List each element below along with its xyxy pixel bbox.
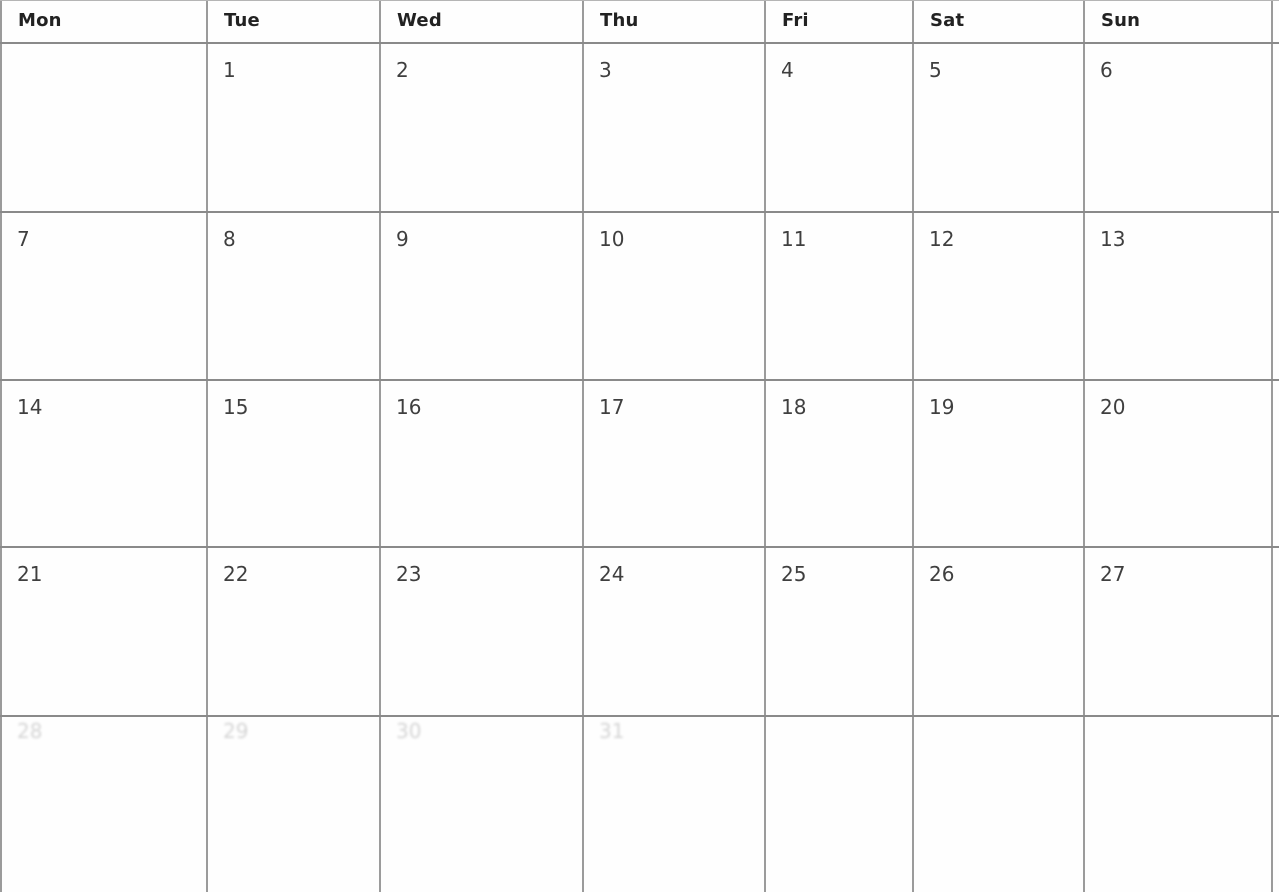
day-number: 1 (223, 58, 236, 82)
day-number: 2 (396, 58, 409, 82)
day-number: 8 (223, 227, 236, 251)
day-cell (914, 548, 1085, 715)
day-cell (766, 548, 914, 715)
day-cell (0, 548, 208, 715)
day-number (1085, 717, 1271, 719)
day-cell (208, 44, 381, 211)
day-number: 22 (223, 562, 249, 586)
day-cell (381, 717, 584, 892)
day-number (766, 717, 912, 719)
day-cell (381, 44, 584, 211)
day-cell (1085, 213, 1273, 379)
day-number: 11 (781, 227, 807, 251)
row-filler (1273, 548, 1279, 715)
day-cell (1085, 381, 1273, 546)
day-cell (381, 381, 584, 546)
week-row-4 (0, 548, 1279, 717)
row-filler (1273, 213, 1279, 379)
day-cell (1085, 717, 1273, 892)
day-cell (208, 548, 381, 715)
day-number (914, 717, 1083, 719)
day-cell (0, 381, 208, 546)
day-number: 7 (17, 227, 30, 251)
day-cell (0, 44, 208, 211)
day-cell (381, 213, 584, 379)
day-number: 24 (599, 562, 625, 586)
day-number: 4 (781, 58, 794, 82)
weekday-header-sat: Sat (914, 1, 1085, 42)
day-number: 10 (599, 227, 625, 251)
weekday-header-tue: Tue (208, 1, 381, 42)
weekday-header-mon: Mon (0, 1, 208, 42)
day-number: 30 (396, 719, 422, 743)
row-filler (1273, 717, 1279, 892)
day-cell (766, 381, 914, 546)
day-number: 3 (599, 58, 612, 82)
day-number: 23 (396, 562, 422, 586)
day-cell (584, 213, 766, 379)
day-number: 27 (1100, 562, 1126, 586)
day-number: 29 (223, 719, 249, 743)
weekday-header-sun: Sun (1085, 1, 1273, 42)
week-row-5 (0, 717, 1279, 892)
day-cell (208, 381, 381, 546)
day-number: 12 (929, 227, 955, 251)
day-cell (914, 381, 1085, 546)
weekday-header-row (0, 1, 1279, 44)
day-number: 6 (1100, 58, 1113, 82)
day-number: 16 (396, 395, 422, 419)
day-cell (381, 548, 584, 715)
day-cell (914, 213, 1085, 379)
day-number: 5 (929, 58, 942, 82)
day-cell (0, 213, 208, 379)
week-row-3 (0, 381, 1279, 548)
day-cell (914, 44, 1085, 211)
day-cell (914, 717, 1085, 892)
day-number: 25 (781, 562, 807, 586)
day-cell (584, 44, 766, 211)
day-cell (766, 44, 914, 211)
day-cell (0, 717, 208, 892)
row-filler (1273, 44, 1279, 211)
day-number: 19 (929, 395, 955, 419)
day-number (2, 44, 206, 58)
day-number: 31 (599, 719, 625, 743)
day-number: 21 (17, 562, 43, 586)
day-number: 17 (599, 395, 625, 419)
day-number: 18 (781, 395, 807, 419)
day-cell (1085, 548, 1273, 715)
day-number: 9 (396, 227, 409, 251)
day-number: 13 (1100, 227, 1126, 251)
row-filler (1273, 381, 1279, 546)
day-cell (766, 717, 914, 892)
day-number: 20 (1100, 395, 1126, 419)
day-cell (584, 548, 766, 715)
week-row-1 (0, 44, 1279, 213)
day-cell (766, 213, 914, 379)
day-cell (208, 717, 381, 892)
day-cell (208, 213, 381, 379)
weekday-header-thu: Thu (584, 1, 766, 42)
day-cell (584, 717, 766, 892)
day-number: 14 (17, 395, 43, 419)
day-number: 26 (929, 562, 955, 586)
day-number: 28 (17, 719, 43, 743)
day-cell (584, 381, 766, 546)
day-number: 15 (223, 395, 249, 419)
weekday-header-fri: Fri (766, 1, 914, 42)
header-row-filler (1273, 1, 1279, 42)
day-cell (1085, 44, 1273, 211)
week-row-2 (0, 213, 1279, 381)
weekday-header-wed: Wed (381, 1, 584, 42)
